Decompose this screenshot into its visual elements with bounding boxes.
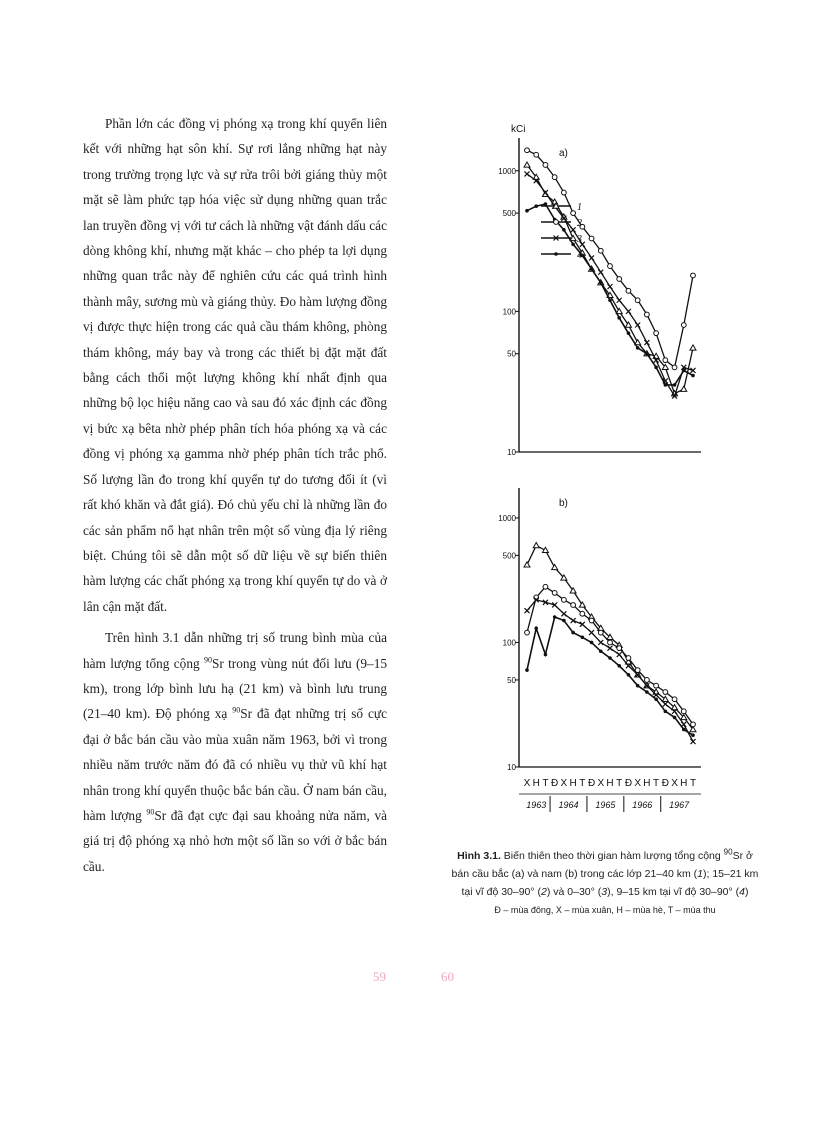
year-label: 1964 bbox=[558, 800, 579, 810]
data-point bbox=[544, 202, 548, 206]
data-point bbox=[561, 611, 566, 616]
data-point bbox=[672, 697, 677, 702]
data-point bbox=[617, 646, 622, 651]
legend-label: 1 bbox=[577, 202, 582, 213]
data-point bbox=[664, 383, 668, 387]
data-point bbox=[636, 684, 640, 688]
data-point bbox=[553, 615, 557, 619]
data-point bbox=[608, 656, 612, 660]
data-point bbox=[544, 653, 548, 657]
y-tick-label: 1000 bbox=[498, 513, 516, 523]
data-point bbox=[599, 281, 603, 285]
season-label: T bbox=[542, 778, 549, 789]
data-point bbox=[525, 668, 529, 672]
unit-label: kCi bbox=[511, 124, 526, 135]
data-point bbox=[543, 163, 548, 168]
data-point bbox=[645, 690, 649, 694]
season-label: H bbox=[569, 778, 577, 789]
data-point bbox=[617, 664, 621, 668]
y-tick-label: 1000 bbox=[498, 166, 516, 176]
data-point bbox=[617, 298, 622, 303]
panel-label: b) bbox=[559, 498, 568, 509]
data-point bbox=[525, 608, 530, 613]
data-point bbox=[598, 640, 603, 645]
figure-caption bbox=[447, 847, 763, 919]
data-point bbox=[562, 228, 566, 232]
data-point bbox=[645, 352, 649, 356]
data-point bbox=[534, 626, 538, 630]
data-point bbox=[691, 733, 695, 737]
season-label: X bbox=[560, 778, 568, 789]
y-tick-label: 500 bbox=[502, 551, 516, 561]
series-line-3 bbox=[527, 600, 693, 742]
data-point bbox=[524, 162, 530, 167]
data-point bbox=[654, 697, 658, 701]
data-point bbox=[644, 678, 649, 683]
season-label: H bbox=[606, 778, 614, 789]
data-point bbox=[571, 603, 576, 608]
y-tick-label: 10 bbox=[507, 763, 516, 772]
panel-label: a) bbox=[559, 148, 568, 159]
data-point bbox=[627, 331, 631, 335]
data-point bbox=[580, 611, 585, 616]
legend-label: 3 bbox=[577, 234, 582, 245]
data-point bbox=[571, 211, 576, 216]
season-label: Đ bbox=[624, 778, 633, 789]
data-point bbox=[691, 722, 696, 727]
data-point bbox=[589, 236, 594, 241]
legend-label: 2 bbox=[577, 218, 582, 229]
data-point bbox=[589, 630, 594, 635]
y-tick-label: 10 bbox=[507, 448, 516, 457]
paragraph-1: Phần lớn các đồng vị phóng xạ trong khí quyển liên kết với những hạt sôn khí. Sự rơi lắng những hạt này trong trường trọng lực và sự rửa trôi bởi giáng thủy một mặt sẽ làm phức tạp hóa việc sử dụng những quan trắc lan truyền đồng vị với tư cách là những vật đánh dấu các dòng không khí, nhưng mặt khác – cho phép ta lợi dụng những quan trắc này để nghiên cứu các quá trình hình thành mây, sương mù và giáng thủy. Đo hàm lượng đồng vị được thực hiện trong các quả cầu thám không, phòng thám không, máy bay và trong các thiết bị đặt mặt đất bằng cách thổi một lượng không khí nhất định qua những bộ lọc hiệu năng cao và sau đó xác định các đồng vị bức xạ bêta nhờ phép phân tích hóa phóng xạ và các đồng vị phóng xạ gamma nhờ phép phân tích trắc phổ. Số lượng lần đo trong khí quyển tự do tương đối ít (vì rất khó khăn và đắt giá). Đó chủ yếu chỉ là những lần đo các sản phẩm nổ hạt nhân trên một số vùng địa lý riêng biệt. Chúng tôi sẽ dẫn một số dữ liệu về sự biến thiên hàm lượng các chất phóng xạ trong khí quyển tự do và ở lân cận mặt đất. bbox=[83, 116, 387, 614]
y-tick-label: 50 bbox=[507, 349, 516, 359]
data-point bbox=[598, 248, 603, 253]
data-point bbox=[598, 270, 603, 275]
data-point bbox=[654, 331, 659, 336]
season-axis bbox=[519, 778, 701, 812]
season-label: X bbox=[523, 778, 531, 789]
data-point bbox=[590, 641, 594, 645]
data-point bbox=[626, 309, 631, 314]
data-point bbox=[636, 346, 640, 350]
data-point bbox=[534, 204, 538, 208]
y-tick-label: 100 bbox=[502, 307, 516, 317]
data-point bbox=[635, 323, 640, 328]
data-point bbox=[654, 366, 658, 370]
season-label: H bbox=[532, 778, 540, 789]
data-point bbox=[590, 267, 594, 271]
panel-b bbox=[498, 488, 701, 772]
data-point bbox=[681, 709, 686, 714]
data-point bbox=[664, 710, 668, 714]
season-label: Đ bbox=[587, 778, 596, 789]
year-label: 1963 bbox=[526, 800, 547, 810]
y-tick-label: 500 bbox=[502, 209, 516, 219]
legend-marker bbox=[554, 252, 558, 256]
data-point bbox=[552, 175, 557, 180]
data-point bbox=[524, 562, 530, 567]
data-point bbox=[682, 728, 686, 732]
data-point bbox=[663, 690, 668, 695]
data-point bbox=[690, 345, 696, 350]
caption-season-legend: Đ – mùa đông, X – mùa xuân, H – mùa hè, T – mùa thu bbox=[494, 905, 716, 915]
data-point bbox=[608, 298, 612, 302]
y-tick-label: 50 bbox=[507, 675, 516, 685]
data-point bbox=[626, 288, 631, 293]
season-label: X bbox=[671, 778, 678, 789]
data-point bbox=[608, 284, 613, 289]
data-point bbox=[663, 702, 668, 707]
data-point bbox=[654, 683, 659, 688]
data-point bbox=[681, 323, 686, 328]
caption-label: Hình 3.1. bbox=[457, 850, 501, 862]
season-label: T bbox=[689, 778, 697, 789]
series-line-2 bbox=[527, 587, 693, 725]
data-point bbox=[627, 673, 631, 677]
caption-main: Hình 3.1. Biến thiên theo thời gian hàm lượng tổng cộng $^{90}$Sr ở bán cầu bắc (a) và nam (b) trong các lớp 21–40 km (1); 15–21 km tại vĩ độ 30–90° (2) và 0–30° (3), 9–15 km tại vĩ độ 30–90° (4) bbox=[451, 847, 759, 898]
data-point bbox=[691, 374, 695, 378]
data-point bbox=[533, 543, 539, 548]
season-label: X bbox=[597, 778, 605, 789]
data-point bbox=[644, 340, 649, 345]
page-number-left: 59 bbox=[373, 969, 386, 984]
season-label: X bbox=[634, 778, 642, 789]
season-label: H bbox=[643, 778, 651, 789]
season-label: T bbox=[579, 778, 586, 789]
data-point bbox=[635, 298, 640, 303]
legend-label: 4 bbox=[577, 250, 582, 261]
data-point bbox=[681, 386, 687, 391]
data-point bbox=[552, 591, 557, 596]
data-point bbox=[608, 640, 613, 645]
year-label: 1966 bbox=[632, 800, 653, 810]
data-point bbox=[561, 190, 566, 195]
data-point bbox=[691, 739, 696, 744]
data-point bbox=[617, 277, 622, 282]
data-point bbox=[589, 618, 594, 623]
figure-chart bbox=[497, 112, 717, 822]
data-point bbox=[617, 316, 621, 320]
series-line-2 bbox=[527, 150, 693, 367]
season-label: T bbox=[653, 778, 660, 789]
season-label: H bbox=[680, 778, 688, 789]
data-point bbox=[589, 255, 594, 260]
season-label: Đ bbox=[551, 778, 559, 789]
data-point bbox=[561, 597, 566, 602]
page-number-right: 60 bbox=[441, 969, 454, 984]
data-point bbox=[562, 619, 566, 623]
data-point bbox=[682, 369, 686, 373]
data-point bbox=[672, 365, 677, 370]
data-point bbox=[673, 716, 677, 720]
data-point bbox=[599, 649, 603, 653]
body-text bbox=[83, 111, 387, 885]
data-point bbox=[525, 148, 530, 153]
data-point bbox=[673, 383, 677, 387]
data-point bbox=[581, 636, 585, 640]
panel-a bbox=[498, 124, 701, 457]
season-label: Đ bbox=[661, 778, 669, 789]
paragraph-2: Trên hình 3.1 dẫn những trị số trung bình mùa của hàm lượng tổng cộng $^{90}$Sr trong vùng nút đối lưu (9–15 km), trong lớp bình lưu hạ (21 km) và bình lưu trung (21–40 km). Độ phóng xạ $^{90}$Sr đã đạt những trị số cực đại ở bắc bán cầu vào mùa xuân năm 1963, bởi vì trong nhiều năm trước năm đó đã có nhiều vụ thử vũ khí hạt nhân trong khí quyển thuộc bắc bán cầu. Ở nam bán cầu, hàm lượng $^{90}$Sr đã đạt cực đại sau khoảng nửa năm, và giá trị độ phóng xạ nhỏ hơn một số lần so với ở bắc bán cầu. bbox=[83, 630, 388, 874]
data-point bbox=[691, 273, 696, 278]
data-point bbox=[617, 652, 622, 657]
data-point bbox=[635, 668, 640, 673]
y-tick-label: 100 bbox=[502, 638, 516, 648]
data-point bbox=[571, 631, 575, 635]
data-point bbox=[571, 242, 575, 246]
data-point bbox=[608, 646, 613, 651]
season-label: T bbox=[616, 778, 623, 789]
data-point bbox=[543, 584, 548, 589]
data-point bbox=[663, 358, 668, 363]
year-label: 1967 bbox=[669, 800, 690, 810]
data-point bbox=[525, 209, 529, 213]
data-point bbox=[598, 630, 603, 635]
year-label: 1965 bbox=[595, 800, 616, 810]
data-point bbox=[571, 227, 576, 232]
data-point bbox=[525, 171, 530, 176]
data-point bbox=[552, 564, 558, 569]
data-point bbox=[626, 656, 631, 661]
legend-marker bbox=[554, 220, 559, 225]
data-point bbox=[644, 312, 649, 317]
figure-3-1 bbox=[497, 112, 717, 822]
data-point bbox=[608, 264, 613, 269]
data-point bbox=[525, 630, 530, 635]
data-point bbox=[534, 152, 539, 157]
